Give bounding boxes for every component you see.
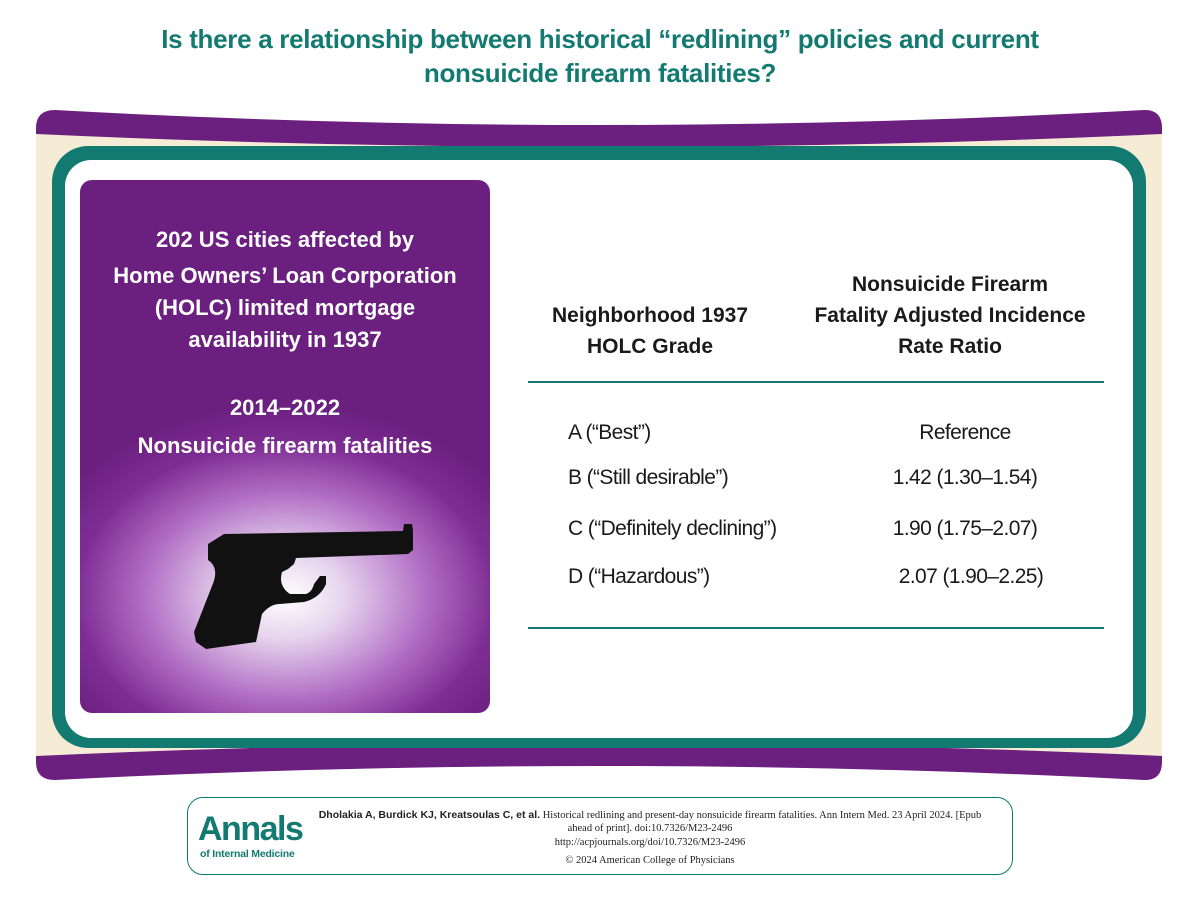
journal-logo: Annals	[198, 810, 303, 848]
holc-text-3: availability in 1937	[188, 327, 382, 352]
holc-text-2: (HOLC) limited mortgage	[154, 295, 416, 320]
row-c-value: 1.90 (1.75–2.07)	[892, 517, 1038, 540]
ratio-column-header	[800, 269, 1100, 362]
copyright-text: © 2024 American College of Physicians	[565, 855, 735, 866]
grade-header-line-1: Neighborhood 1937	[551, 304, 749, 327]
row-d-value: 2.07 (1.90–2.25)	[898, 565, 1044, 588]
row-b-grade: B (“Still desirable”)	[568, 466, 729, 489]
ratio-header-line-2: Fatality Adjusted Incidence	[814, 304, 1086, 327]
handgun-icon	[188, 514, 418, 649]
row-a-grade: A (“Best”)	[568, 421, 651, 444]
table-top-rule	[528, 381, 1104, 383]
grade-header-line-2: HOLC Grade	[586, 335, 714, 358]
title-line-1: Is there a relationship between historical “redlining” policies and current	[161, 24, 1039, 54]
row-d-grade: D (“Hazardous”)	[568, 565, 710, 588]
ratio-header-line-3: Rate Ratio	[898, 335, 1002, 358]
grade-column-header	[530, 300, 770, 362]
table-bottom-rule	[528, 627, 1104, 629]
study-summary-panel	[80, 180, 490, 713]
citation-line-2: ahead of print]. doi:10.7326/M23-2496	[567, 823, 733, 834]
citation-title: Historical redlining and present-day nonsuicide firearm fatalities. Ann Intern Med. 23 April 2024. [Epub	[542, 810, 982, 821]
citation-url[interactable]: http://acpjournals.org/doi/10.7326/M23-2496	[554, 837, 746, 848]
row-b-value: 1.42 (1.30–1.54)	[892, 466, 1038, 489]
citation-line-1	[300, 808, 1000, 823]
outcome-text: Nonsuicide firearm fatalities	[137, 433, 433, 458]
cities-text: 202 US cities affected by	[155, 227, 414, 252]
holc-text-1: Home Owners’ Loan Corporation	[113, 263, 457, 288]
years-text: 2014–2022	[229, 395, 341, 420]
title-line-2: nonsuicide firearm fatalities?	[423, 58, 777, 88]
ratio-header-line-1: Nonsuicide Firearm	[851, 273, 1049, 296]
citation-authors: Dholakia A, Burdick KJ, Kreatsoulas C, et al.	[318, 809, 541, 821]
row-c-grade: C (“Definitely declining”)	[568, 517, 777, 540]
row-a-value: Reference	[919, 421, 1011, 444]
journal-logo-subtitle: of Internal Medicine	[200, 848, 295, 860]
